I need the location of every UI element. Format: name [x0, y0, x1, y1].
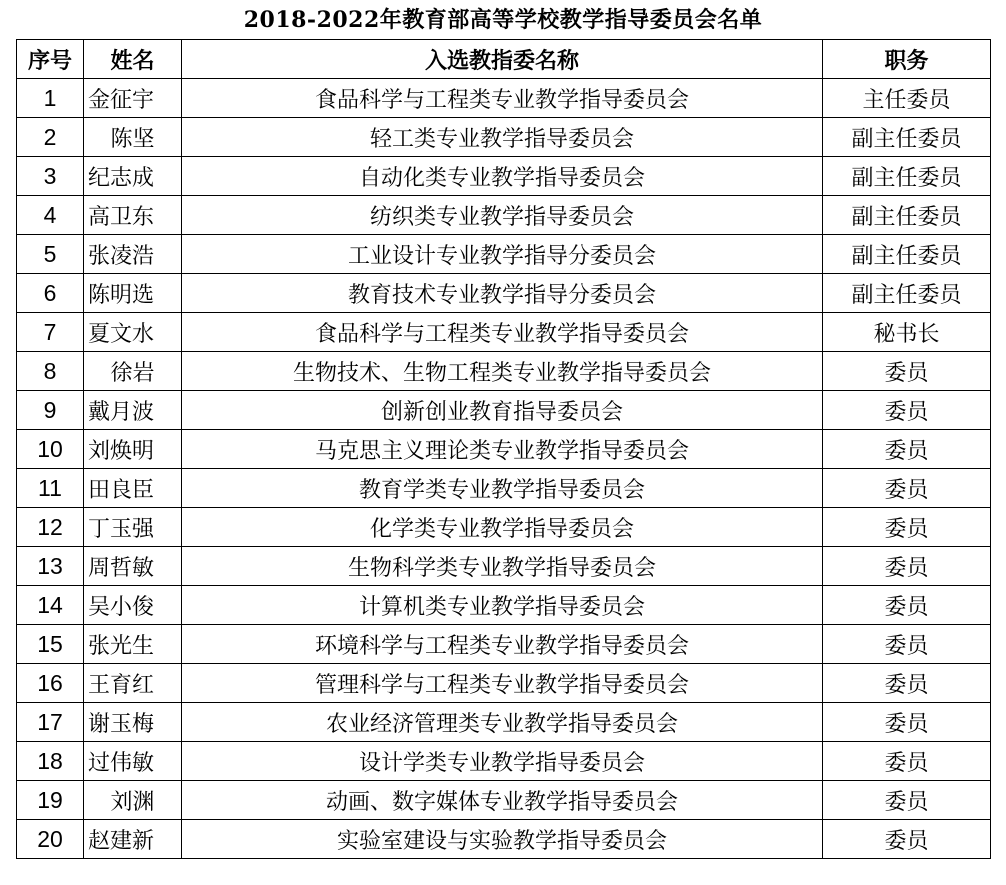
header-seq: 序号	[17, 40, 84, 79]
cell-role: 委员	[823, 703, 991, 742]
cell-committee: 食品科学与工程类专业教学指导委员会	[182, 313, 823, 352]
cell-name: 谢玉梅	[84, 703, 182, 742]
cell-seq: 20	[17, 820, 84, 859]
header-name: 姓名	[84, 40, 182, 79]
cell-committee: 教育技术专业教学指导分委员会	[182, 274, 823, 313]
cell-committee: 食品科学与工程类专业教学指导委员会	[182, 79, 823, 118]
cell-name: 高卫东	[84, 196, 182, 235]
cell-committee: 生物科学类专业教学指导委员会	[182, 547, 823, 586]
cell-role: 委员	[823, 508, 991, 547]
cell-name: 王育红	[84, 664, 182, 703]
cell-name: 刘焕明	[84, 430, 182, 469]
cell-seq: 18	[17, 742, 84, 781]
table-row	[17, 742, 991, 781]
cell-name: 吴小俊	[84, 586, 182, 625]
cell-role: 委员	[823, 820, 991, 859]
table-row	[17, 703, 991, 742]
table-row	[17, 274, 991, 313]
table-header-row	[17, 40, 991, 79]
table-row	[17, 352, 991, 391]
table-row	[17, 547, 991, 586]
cell-seq: 11	[17, 469, 84, 508]
cell-role: 副主任委员	[823, 196, 991, 235]
cell-committee: 马克思主义理论类专业教学指导委员会	[182, 430, 823, 469]
cell-role: 委员	[823, 586, 991, 625]
table-body	[17, 79, 991, 859]
cell-name: 金征宇	[84, 79, 182, 118]
cell-role: 委员	[823, 352, 991, 391]
cell-role: 副主任委员	[823, 118, 991, 157]
cell-seq: 3	[17, 157, 84, 196]
cell-seq: 8	[17, 352, 84, 391]
cell-role: 委员	[823, 742, 991, 781]
cell-name: 戴月波	[84, 391, 182, 430]
table-row	[17, 586, 991, 625]
cell-role: 委员	[823, 430, 991, 469]
cell-role: 主任委员	[823, 79, 991, 118]
cell-role: 委员	[823, 547, 991, 586]
header-committee: 入选教指委名称	[182, 40, 823, 79]
table-row	[17, 508, 991, 547]
cell-committee: 环境科学与工程类专业教学指导委员会	[182, 625, 823, 664]
table-row	[17, 430, 991, 469]
cell-seq: 7	[17, 313, 84, 352]
cell-seq: 2	[17, 118, 84, 157]
table-row	[17, 391, 991, 430]
cell-committee: 教育学类专业教学指导委员会	[182, 469, 823, 508]
cell-committee: 创新创业教育指导委员会	[182, 391, 823, 430]
cell-seq: 6	[17, 274, 84, 313]
cell-committee: 设计学类专业教学指导委员会	[182, 742, 823, 781]
cell-seq: 4	[17, 196, 84, 235]
committee-table	[16, 39, 991, 859]
cell-committee: 计算机类专业教学指导委员会	[182, 586, 823, 625]
cell-name: 夏文水	[84, 313, 182, 352]
cell-seq: 14	[17, 586, 84, 625]
cell-committee: 生物技术、生物工程类专业教学指导委员会	[182, 352, 823, 391]
cell-role: 委员	[823, 391, 991, 430]
cell-name: 周哲敏	[84, 547, 182, 586]
cell-role: 副主任委员	[823, 235, 991, 274]
cell-name: 刘渊	[84, 781, 182, 820]
cell-committee: 实验室建设与实验教学指导委员会	[182, 820, 823, 859]
cell-seq: 1	[17, 79, 84, 118]
table-row	[17, 118, 991, 157]
cell-committee: 管理科学与工程类专业教学指导委员会	[182, 664, 823, 703]
cell-name: 赵建新	[84, 820, 182, 859]
cell-committee: 工业设计专业教学指导分委员会	[182, 235, 823, 274]
table-row	[17, 235, 991, 274]
cell-name: 纪志成	[84, 157, 182, 196]
table-row	[17, 157, 991, 196]
cell-committee: 化学类专业教学指导委员会	[182, 508, 823, 547]
cell-seq: 19	[17, 781, 84, 820]
cell-name: 过伟敏	[84, 742, 182, 781]
cell-name: 徐岩	[84, 352, 182, 391]
cell-name: 张光生	[84, 625, 182, 664]
page-title: 2018-2022年教育部高等学校教学指导委员会名单	[243, 7, 763, 33]
cell-seq: 10	[17, 430, 84, 469]
table-row	[17, 196, 991, 235]
cell-role: 委员	[823, 625, 991, 664]
cell-committee: 自动化类专业教学指导委员会	[182, 157, 823, 196]
cell-seq: 9	[17, 391, 84, 430]
cell-name: 张凌浩	[84, 235, 182, 274]
cell-seq: 17	[17, 703, 84, 742]
cell-role: 秘书长	[823, 313, 991, 352]
table-row	[17, 469, 991, 508]
table-row	[17, 781, 991, 820]
cell-name: 丁玉强	[84, 508, 182, 547]
cell-seq: 5	[17, 235, 84, 274]
table-row	[17, 664, 991, 703]
cell-committee: 轻工类专业教学指导委员会	[182, 118, 823, 157]
cell-name: 田良臣	[84, 469, 182, 508]
cell-seq: 16	[17, 664, 84, 703]
table-row	[17, 79, 991, 118]
cell-seq: 13	[17, 547, 84, 586]
cell-role: 副主任委员	[823, 274, 991, 313]
cell-role: 副主任委员	[823, 157, 991, 196]
table-row	[17, 313, 991, 352]
cell-name: 陈明选	[84, 274, 182, 313]
cell-committee: 农业经济管理类专业教学指导委员会	[182, 703, 823, 742]
cell-name: 陈坚	[84, 118, 182, 157]
cell-committee: 纺织类专业教学指导委员会	[182, 196, 823, 235]
table-row	[17, 625, 991, 664]
cell-seq: 12	[17, 508, 84, 547]
cell-committee: 动画、数字媒体专业教学指导委员会	[182, 781, 823, 820]
cell-seq: 15	[17, 625, 84, 664]
header-role: 职务	[823, 40, 991, 79]
cell-role: 委员	[823, 664, 991, 703]
table-row	[17, 820, 991, 859]
cell-role: 委员	[823, 781, 991, 820]
cell-role: 委员	[823, 469, 991, 508]
